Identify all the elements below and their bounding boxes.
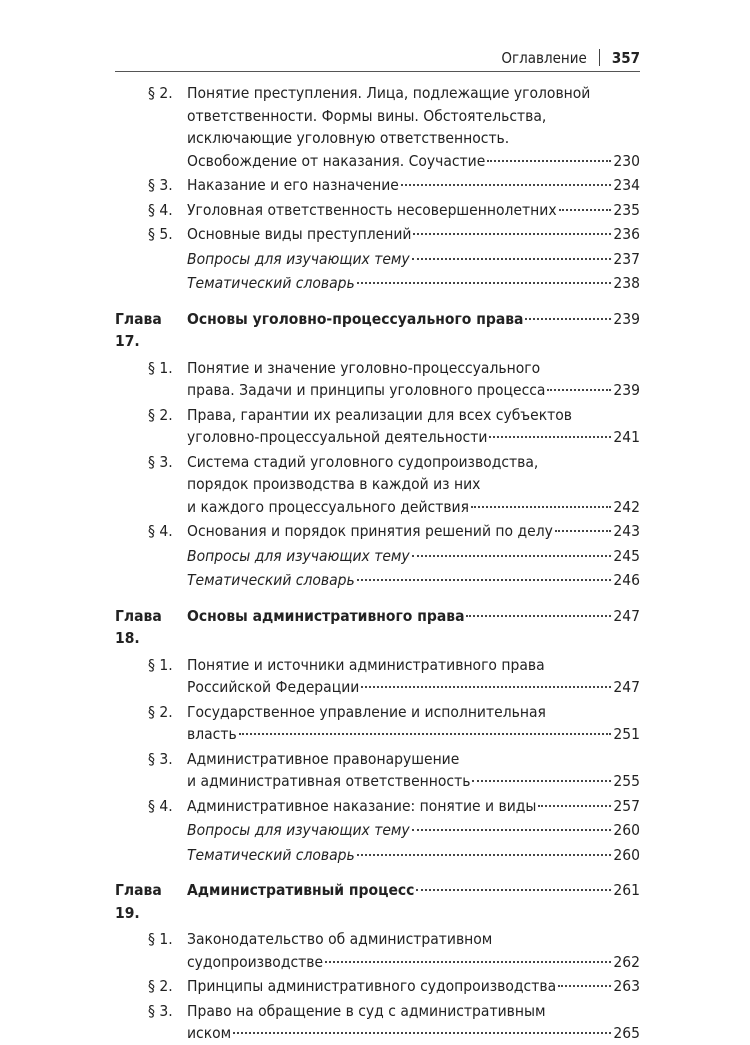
- entry-title-text: власть: [187, 725, 237, 743]
- dot-leader: [472, 780, 611, 782]
- entry-title-text: Понятие и значение уголовно-процессуального: [187, 358, 541, 377]
- entry-number: § 3.: [148, 749, 173, 768]
- entry-body: [187, 605, 640, 650]
- entry-line: [187, 1000, 640, 1023]
- dot-leader: [416, 889, 611, 891]
- entry-body: [187, 520, 640, 543]
- entry-title-text: Понятие преступления. Лица, подлежащие уголовной: [187, 84, 591, 102]
- toc-chapter[interactable]: [115, 605, 640, 650]
- entry-page-number: 245: [613, 546, 640, 565]
- entry-number: § 2.: [148, 84, 173, 102]
- entry-title-text: Законодательство об административном: [187, 930, 493, 948]
- entry-body: [187, 451, 640, 519]
- entry-number: § 1.: [148, 930, 173, 948]
- entry-body: [187, 1000, 640, 1045]
- entry-page-number: 251: [613, 725, 640, 743]
- entry-line: [187, 723, 640, 746]
- entry-body: [187, 223, 640, 246]
- entry-body: [187, 701, 640, 746]
- dot-leader: [357, 854, 612, 856]
- entry-line: [187, 819, 640, 842]
- toc-extra-item[interactable]: [115, 248, 640, 271]
- entry-number: § 1.: [148, 358, 173, 377]
- entry-line: [187, 770, 640, 793]
- entry-number: Глава 17.: [115, 309, 162, 350]
- entry-title-text: Основы административного права: [187, 606, 465, 625]
- entry-number: Глава 19.: [115, 881, 162, 922]
- dot-leader: [412, 829, 612, 831]
- entry-page-number: 247: [613, 678, 640, 696]
- entry-line: [187, 569, 640, 592]
- entry-title-text: Наказание и его назначение: [187, 176, 399, 194]
- toc-extra-item[interactable]: [115, 569, 640, 592]
- dot-leader: [555, 530, 611, 532]
- entry-title-text: Уголовная ответственность несовершеннолетних: [187, 200, 557, 219]
- entry-line: [187, 844, 640, 867]
- entry-page-number: 255: [613, 772, 640, 790]
- entry-title-text: исключающие уголовную ответственность.: [187, 129, 510, 147]
- entry-line: [187, 520, 640, 543]
- entry-page-number: 241: [613, 428, 640, 446]
- entry-title-text: Вопросы для изучающих тему: [187, 546, 410, 565]
- dot-leader: [538, 805, 611, 807]
- entry-line: [187, 654, 640, 677]
- entry-number: § 4.: [148, 796, 173, 815]
- toc-section[interactable]: [115, 223, 640, 246]
- entry-page-number: 236: [613, 225, 640, 243]
- entry-body: [187, 199, 640, 222]
- entry-line: [187, 174, 640, 197]
- entry-body: [187, 174, 640, 197]
- entry-line: [187, 199, 640, 222]
- entry-title-text: Вопросы для изучающих тему: [187, 821, 410, 839]
- running-header: [115, 44, 640, 72]
- entry-number: § 5.: [148, 225, 173, 243]
- entry-title-text: Освобождение от наказания. Соучастие: [187, 151, 486, 170]
- entry-line: [187, 272, 640, 295]
- entry-body: [187, 357, 640, 402]
- entry-number: § 2.: [148, 702, 173, 721]
- entry-title-text: порядок производства в каждой из них: [187, 475, 481, 493]
- entry-body: [187, 819, 640, 842]
- toc-extra-item[interactable]: [115, 844, 640, 867]
- toc-section[interactable]: [115, 82, 640, 172]
- entry-body: [187, 975, 640, 998]
- toc-section[interactable]: [115, 174, 640, 197]
- entry-page-number: 263: [613, 977, 640, 995]
- entry-line: [187, 82, 640, 105]
- entry-title-text: иском: [187, 1024, 232, 1042]
- entry-number: § 3.: [148, 176, 173, 194]
- toc-extra-item[interactable]: [115, 545, 640, 568]
- entry-body: [187, 248, 640, 271]
- entry-line: [187, 496, 640, 519]
- entry-line: [187, 676, 640, 699]
- entry-line: [187, 605, 640, 628]
- dot-leader: [471, 506, 611, 508]
- entry-line: [187, 308, 640, 331]
- entry-body: [187, 748, 640, 793]
- entry-title-text: Административное правонарушение: [187, 749, 460, 768]
- dot-leader: [413, 233, 611, 235]
- dot-leader: [401, 184, 612, 186]
- entry-line: [187, 975, 640, 998]
- entry-line: [187, 473, 640, 496]
- entry-page-number: 262: [613, 952, 640, 971]
- entry-line: [187, 795, 640, 818]
- entry-page-number: 257: [613, 796, 640, 815]
- dot-leader: [412, 258, 612, 260]
- dot-leader: [325, 961, 611, 963]
- toc-section[interactable]: [115, 928, 640, 973]
- toc-section[interactable]: [115, 701, 640, 746]
- entry-title-text: Государственное управление и исполнительная: [187, 702, 546, 721]
- dot-leader: [412, 555, 612, 557]
- entry-line: [187, 1022, 640, 1045]
- entry-body: [187, 82, 640, 172]
- entry-body: [187, 795, 640, 818]
- entry-page-number: 239: [613, 309, 640, 328]
- entry-page-number: 247: [613, 606, 640, 625]
- entry-number: Глава 18.: [115, 606, 162, 647]
- entry-title-text: Вопросы для изучающих тему: [187, 249, 410, 268]
- entry-line: [187, 223, 640, 246]
- dot-leader: [361, 686, 611, 688]
- entry-page-number: 261: [613, 881, 640, 899]
- entry-line: [187, 426, 640, 449]
- entry-title-text: Основы уголовно-процессуального права: [187, 309, 524, 328]
- entry-line: [187, 545, 640, 568]
- entry-number: § 1.: [148, 655, 173, 674]
- entry-line: [187, 150, 640, 173]
- toc-section[interactable]: [115, 1000, 640, 1045]
- toc-section[interactable]: [115, 404, 640, 449]
- entry-title-text: и каждого процессуального действия: [187, 497, 469, 516]
- table-of-contents: [115, 80, 640, 1045]
- header-section-title: Оглавление: [501, 48, 587, 67]
- entry-body: [187, 404, 640, 449]
- entry-body: [187, 272, 640, 295]
- entry-page-number: 238: [613, 274, 640, 292]
- entry-line: [187, 451, 640, 474]
- entry-page-number: 230: [613, 151, 640, 170]
- toc-extra-item[interactable]: [115, 819, 640, 842]
- entry-number: § 4.: [148, 200, 173, 219]
- entry-number: § 3.: [148, 1001, 173, 1020]
- entry-number: § 4.: [148, 522, 173, 540]
- entry-body: [187, 654, 640, 699]
- entry-page-number: 235: [613, 200, 640, 219]
- entry-title-text: Административное наказание: понятие и виды: [187, 796, 537, 815]
- entry-title-text: Система стадий уголовного судопроизводства,: [187, 452, 539, 471]
- entry-title-text: ответственности. Формы вины. Обстоятельства,: [187, 106, 547, 125]
- entry-title-text: Российской Федерации: [187, 678, 360, 696]
- entry-page-number: 239: [613, 381, 640, 399]
- entry-line: [187, 701, 640, 724]
- entry-line: [187, 748, 640, 771]
- entry-line: [187, 248, 640, 271]
- dot-leader: [558, 985, 611, 987]
- dot-leader: [525, 318, 611, 320]
- entry-line: [187, 105, 640, 128]
- entry-body: [187, 545, 640, 568]
- toc-section[interactable]: [115, 748, 640, 793]
- dot-leader: [559, 209, 612, 211]
- entry-line: [187, 127, 640, 150]
- entry-page-number: 246: [613, 571, 640, 589]
- entry-title-text: права. Задачи и принципы уголовного процесса: [187, 381, 546, 399]
- entry-page-number: 237: [613, 249, 640, 268]
- entry-title-text: судопроизводстве: [187, 952, 324, 971]
- entry-body: [187, 308, 640, 353]
- entry-title-text: Права, гарантии их реализации для всех субъектов: [187, 405, 573, 424]
- toc-extra-item[interactable]: [115, 272, 640, 295]
- entry-line: [187, 928, 640, 951]
- entry-body: [187, 928, 640, 973]
- header-divider: [599, 49, 600, 66]
- toc-section[interactable]: [115, 975, 640, 998]
- dot-leader: [489, 436, 611, 438]
- entry-number: § 2.: [148, 977, 173, 995]
- dot-leader: [547, 389, 611, 391]
- entry-page-number: 260: [613, 845, 640, 864]
- dot-leader: [233, 1032, 611, 1034]
- entry-title-text: Тематический словарь: [187, 571, 355, 589]
- entry-body: [187, 569, 640, 592]
- entry-line: [187, 379, 640, 402]
- dot-leader: [357, 579, 612, 581]
- entry-title-text: Основания и порядок принятия решений по делу: [187, 522, 553, 540]
- dot-leader: [466, 615, 611, 617]
- entry-title-text: Тематический словарь: [187, 274, 355, 292]
- dot-leader: [357, 282, 612, 284]
- toc-chapter[interactable]: [115, 308, 640, 353]
- toc-section[interactable]: [115, 451, 640, 519]
- dot-leader: [239, 733, 612, 735]
- entry-line: [187, 357, 640, 380]
- entry-title-text: Понятие и источники административного права: [187, 655, 545, 674]
- entry-number: § 3.: [148, 452, 173, 471]
- entry-page-number: 260: [613, 821, 640, 839]
- toc-section[interactable]: [115, 357, 640, 402]
- entry-title-text: и административная ответственность: [187, 772, 471, 790]
- entry-body: [187, 844, 640, 867]
- entry-page-number: 265: [613, 1024, 640, 1042]
- toc-section[interactable]: [115, 795, 640, 818]
- toc-section[interactable]: [115, 654, 640, 699]
- entry-line: [187, 951, 640, 974]
- toc-section[interactable]: [115, 520, 640, 543]
- toc-chapter[interactable]: [115, 879, 640, 924]
- entry-title-text: Административный процесс: [187, 881, 415, 899]
- entry-number: § 2.: [148, 405, 173, 424]
- entry-title-text: Право на обращение в суд с административным: [187, 1001, 546, 1020]
- entry-title-text: уголовно-процессуальной деятельности: [187, 428, 488, 446]
- entry-page-number: 243: [613, 522, 640, 540]
- entry-body: [187, 879, 640, 924]
- entry-page-number: 234: [613, 176, 640, 194]
- entry-title-text: Основные виды преступлений: [187, 225, 412, 243]
- entry-title-text: Тематический словарь: [187, 845, 355, 864]
- dot-leader: [487, 160, 611, 162]
- entry-line: [187, 879, 640, 902]
- toc-section[interactable]: [115, 199, 640, 222]
- entry-title-text: Принципы административного судопроизводства: [187, 977, 557, 995]
- entry-line: [187, 404, 640, 427]
- entry-page-number: 242: [613, 497, 640, 516]
- header-page-number: 357: [611, 48, 640, 67]
